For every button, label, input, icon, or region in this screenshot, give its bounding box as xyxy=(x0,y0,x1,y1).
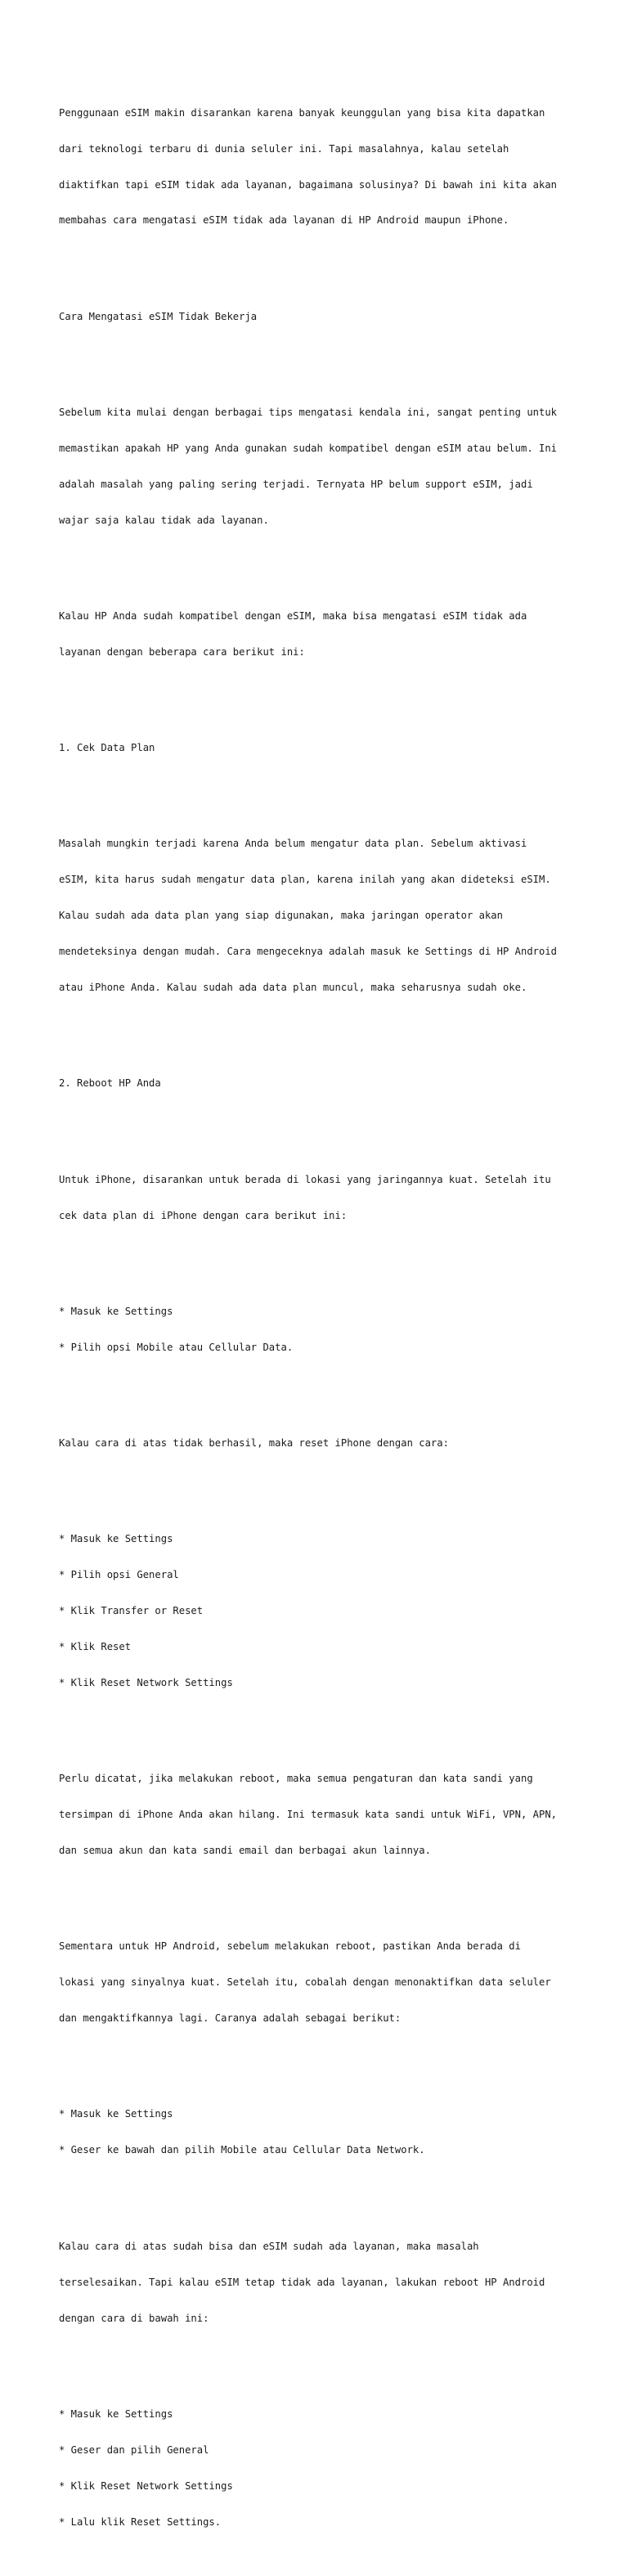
section-heading xyxy=(59,286,582,346)
bullet-list-iphone-data xyxy=(59,1282,582,1378)
text-line: cek data plan di iPhone dengan cara berikut ini: xyxy=(59,1209,348,1221)
text-line: dan semua akun dan kata sandi email dan berbagai akun lainnya. xyxy=(59,1845,431,1857)
text-line: dengan cara di bawah ini: xyxy=(59,2312,209,2324)
paragraph-reboot-warning xyxy=(59,1749,582,1881)
text-line: atau iPhone Anda. Kalau sudah ada data plan muncul, maka seharusnya sudah oke. xyxy=(59,982,527,994)
list-item: * Geser ke bawah dan pilih Mobile atau Cellular Data Network. xyxy=(59,2144,425,2156)
heading-text: Cara Mengatasi eSIM Tidak Bekerja xyxy=(59,310,258,322)
paragraph-methods-intro xyxy=(59,587,582,682)
list-item: * Lalu klik Reset Settings. xyxy=(59,2515,222,2528)
text-line: Kalau HP Anda sudah kompatibel dengan eSIM, maka bisa mengatasi eSIM tidak ada xyxy=(59,610,527,622)
text-line: diaktifkan tapi eSIM tidak ada layanan, bagaimana solusinya? Di bawah ini kita akan xyxy=(59,178,558,191)
text-line: Sementara untuk HP Android, sebelum melakukan reboot, pastikan Anda berada di xyxy=(59,1940,521,1953)
text-line: membahas cara mengatasi eSIM tidak ada layanan di HP Android maupun iPhone. xyxy=(59,214,509,227)
paragraph-android-intro xyxy=(59,1917,582,2048)
list-item: * Pilih opsi Mobile atau Cellular Data. xyxy=(59,1341,294,1353)
intro-paragraph xyxy=(59,83,582,250)
text-line: layanan dengan beberapa cara berikut ini: xyxy=(59,645,305,658)
heading-text: 2. Reboot HP Anda xyxy=(59,1077,161,1090)
text-line: memastikan apakah HP yang Anda gunakan sudah kompatibel dengan eSIM atau belum. Ini xyxy=(59,442,558,454)
list-item: * Klik Reset Network Settings xyxy=(59,1677,233,1689)
text-line: lokasi yang sinyalnya kuat. Setelah itu, cobalah dengan menonaktifkan data seluler xyxy=(59,1976,551,1989)
list-item: * Klik Reset Network Settings xyxy=(59,2479,233,2492)
text-line: Kalau cara di atas tidak berhasil, maka reset iPhone dengan cara: xyxy=(59,1436,449,1449)
text-line: terselesaikan. Tapi kalau eSIM tetap tidak ada layanan, lakukan reboot HP Android xyxy=(59,2276,545,2288)
list-item: * Klik Reset xyxy=(59,1641,132,1653)
list-item: * Klik Transfer or Reset xyxy=(59,1605,204,1617)
text-line: Perlu dicatat, jika melakukan reboot, maka semua pengaturan dan kata sandi yang xyxy=(59,1773,533,1785)
text-line: tersimpan di iPhone Anda akan hilang. Ini termasuk kata sandi untuk WiFi, VPN, APN, xyxy=(59,1809,558,1821)
text-line: mendeteksinya dengan mudah. Cara mengeceknya adalah masuk ke Settings di HP Android xyxy=(59,946,558,958)
step-heading-1 xyxy=(59,718,582,778)
text-line: Sebelum kita mulai dengan berbagai tips mengatasi kendala ini, sangat penting untuk xyxy=(59,406,558,418)
step-heading-2 xyxy=(59,1054,582,1113)
list-item: * Masuk ke Settings xyxy=(59,2407,173,2420)
text-line: adalah masalah yang paling sering terjadi. Ternyata HP belum support eSIM, jadi xyxy=(59,478,533,490)
text-line: Penggunaan eSIM makin disarankan karena banyak keunggulan yang bisa kita dapatkan xyxy=(59,106,545,119)
bullet-list-android-data xyxy=(59,2084,582,2180)
paragraph-iphone-intro xyxy=(59,1149,582,1245)
list-item: * Pilih opsi General xyxy=(59,1569,179,1581)
text-line: Untuk iPhone, disarankan untuk berada di lokasi yang jaringannya kuat. Setelah itu xyxy=(59,1173,551,1185)
paragraph-compatibility xyxy=(59,383,582,551)
text-line: dari teknologi terbaru di dunia seluler ini. Tapi masalahnya, kalau setelah xyxy=(59,142,509,155)
paragraph-android-reboot xyxy=(59,2216,582,2348)
paragraph-data-plan xyxy=(59,814,582,1018)
document-page xyxy=(59,59,582,2576)
text-line: Kalau cara di atas sudah bisa dan eSIM sudah ada layanan, maka masalah xyxy=(59,2240,479,2252)
text-line: dan mengaktifkannya lagi. Caranya adalah sebagai berikut: xyxy=(59,2012,401,2025)
list-item: * Masuk ke Settings xyxy=(59,1533,173,1545)
heading-text: 1. Cek Data Plan xyxy=(59,742,155,754)
text-line: eSIM, kita harus sudah mengatur data plan, karena inilah yang akan dideteksi eSIM. xyxy=(59,874,551,886)
text-line: wajar saja kalau tidak ada layanan. xyxy=(59,514,269,526)
list-item: * Geser dan pilih General xyxy=(59,2443,209,2456)
bullet-list-iphone-reset xyxy=(59,1509,582,1713)
list-item: * Masuk ke Settings xyxy=(59,2108,173,2120)
list-item: * Masuk ke Settings xyxy=(59,1305,173,1317)
paragraph-iphone-reset xyxy=(59,1414,582,1473)
bullet-list-android-reset xyxy=(59,2384,582,2551)
text-line: Kalau sudah ada data plan yang siap digunakan, maka jaringan operator akan xyxy=(59,910,503,922)
text-line: Masalah mungkin terjadi karena Anda belum mengatur data plan. Sebelum aktivasi xyxy=(59,838,527,850)
